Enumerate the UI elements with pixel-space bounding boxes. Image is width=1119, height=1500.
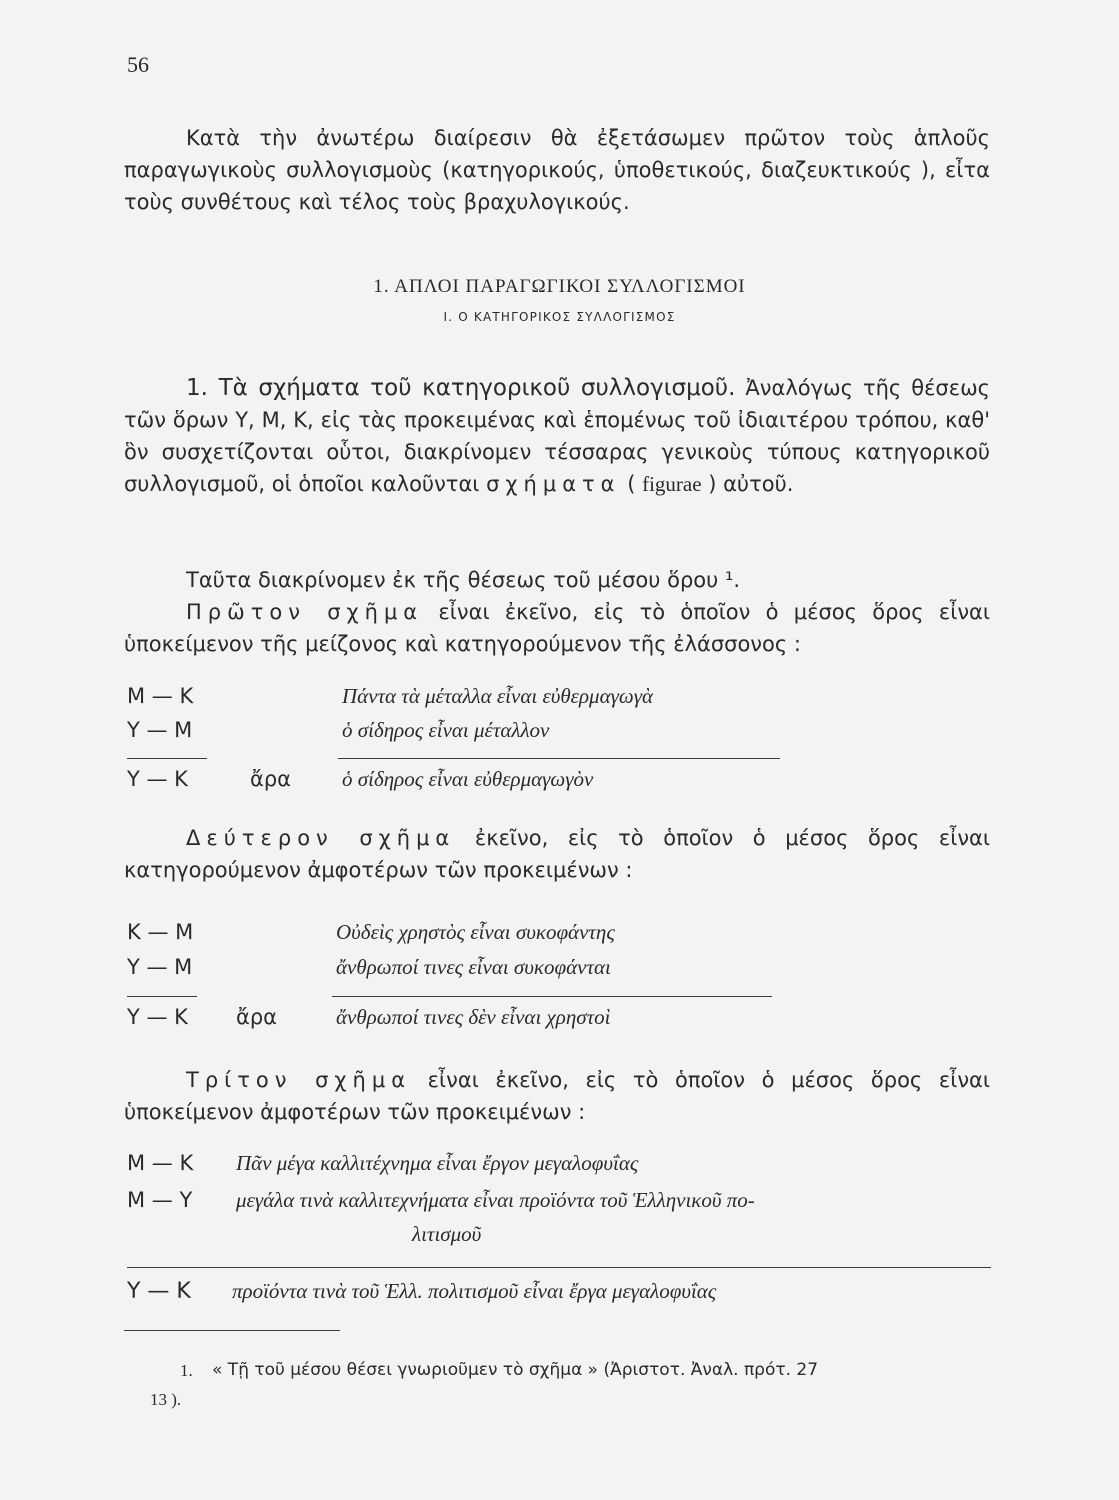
fig3-label-2: Μ — Υ bbox=[127, 1188, 193, 1212]
fig2-premise-1: Οὐδεὶς χρηστὸς εἶναι συκοφάντης bbox=[336, 920, 615, 944]
second-figure-name: Δεύτερον σχῆμα bbox=[186, 826, 456, 850]
fig1-label-rule bbox=[127, 758, 207, 759]
fig1-premise-1: Πάντα τὰ μέταλλα εἶναι εὐθερμαγωγὰ bbox=[342, 684, 653, 708]
middle-term-text: Ταῦτα διακρίνομεν ἐκ τῆς θέσεως τοῦ μέσου ὅρου ¹. bbox=[186, 568, 741, 592]
paragraph-heading: 1. Τὰ σχήματα τοῦ κατηγορικοῦ συλλογισμοῦ. bbox=[186, 375, 736, 401]
first-figure-desc: εἶναι ἐκεῖνο, εἰς τὸ ὁποῖον ὁ μέσος ὅρος εἶναι ὑποκείμενον τῆς μείζονος καὶ κατηγορούμενον τῆς ἐλάσσονος : bbox=[124, 600, 990, 656]
fig1-premise-2: ὁ σίδηρος εἶναι μέταλλον bbox=[342, 718, 550, 742]
footnote-rule bbox=[124, 1330, 340, 1331]
fig2-label-1: Κ — Μ bbox=[127, 920, 194, 944]
spaced-term: σχήματα bbox=[486, 472, 621, 496]
paragraph-end: ) αὐτοῦ. bbox=[701, 472, 794, 496]
fig3-rule bbox=[127, 1267, 991, 1268]
paragraph-text: Ἀναλόγως τῆς θέσεως τῶν ὅρων Υ, Μ, Κ, εἰς τὰς προκειμένας καὶ ἑπομένως τοῦ ἰδιαιτέρου τρόπου, καθ' ὃν συσχετίζονται οὗτοι, διακρίνομεν τέσσαρας γενικοὺς τύπους κατηγορικοῦ συλλογισμοῦ, οἱ ὁποῖοι καλοῦνται bbox=[124, 376, 990, 496]
fig1-label-2: Υ — Μ bbox=[127, 718, 193, 742]
third-figure-paragraph bbox=[124, 1064, 990, 1128]
fig3-premise-1: Πᾶν μέγα καλλιτέχνημα εἶναι ἔργον μεγαλοφυΐας bbox=[236, 1151, 639, 1175]
fig2-ara: ἄρα bbox=[236, 1005, 278, 1029]
fig2-label-2: Υ — Μ bbox=[127, 955, 193, 979]
page-number: 56 bbox=[127, 52, 149, 77]
intro-text: Κατὰ τὴν ἀνωτέρω διαίρεσιν θὰ ἐξετάσωμεν πρῶτον τοὺς ἁπλοῦς παραγωγικοὺς συλλογισμοὺς (κατηγορικούς, ὑποθετικούς, διαζευκτικούς ), εἶτα τοὺς συνθέτους καὶ τέλος τοὺς βραχυλογικούς. bbox=[124, 126, 990, 214]
figures-paragraph bbox=[124, 372, 990, 500]
subsection-title: Ι. Ο ΚΑΤΗΓΟΡΙΚΟΣ ΣΥΛΛΟΓΙΣΜΟΣ bbox=[443, 310, 676, 324]
second-figure-paragraph bbox=[124, 822, 990, 886]
fig1-ara: ἄρα bbox=[250, 767, 292, 791]
paren-open: ( bbox=[620, 472, 643, 496]
fig2-premise-2: ἄνθρωποί τινες εἶναι συκοφάνται bbox=[336, 955, 611, 979]
fig3-premise-2: μεγάλα τινὰ καλλιτεχνήματα εἶναι προϊόντα τοῦ Ἑλληνικοῦ πο- bbox=[236, 1188, 755, 1212]
intro-paragraph bbox=[124, 122, 990, 218]
first-figure-paragraph bbox=[124, 596, 990, 660]
fig2-conclusion: ἄνθρωποί τινες δὲν εἶναι χρηστοὶ bbox=[336, 1005, 611, 1029]
fig1-concl-label: Υ — Κ bbox=[127, 767, 188, 791]
fig2-concl-label: Υ — Κ bbox=[127, 1005, 188, 1029]
section-title: 1. ΑΠΛΟΙ ΠΑΡΑΓΩΓΙΚΟΙ ΣΥΛΛΟΓΙΣΜΟΙ bbox=[373, 276, 746, 297]
third-figure-desc: εἶναι ἐκεῖνο, εἰς τὸ ὁποῖον ὁ μέσος ὅρος εἶναι ὑποκείμενον ἀμφοτέρων τῶν προκειμένων : bbox=[124, 1068, 990, 1124]
fig3-label-1: Μ — Κ bbox=[127, 1151, 194, 1175]
second-figure-desc: ἐκεῖνο, εἰς τὸ ὁποῖον ὁ μέσος ὅρος εἶναι κατηγορούμενον ἀμφοτέρων τῶν προκειμένων : bbox=[124, 826, 990, 882]
fig3-premise-2-cont: λιτισμοῦ bbox=[412, 1222, 482, 1246]
fig2-rule bbox=[332, 996, 772, 997]
latin-term: figurae bbox=[642, 472, 702, 496]
footnote-continuation: 13 ). bbox=[150, 1390, 182, 1409]
fig1-conclusion: ὁ σίδηρος εἶναι εὐθερμαγωγὸν bbox=[342, 767, 594, 791]
footnote-text: « Τῇ τοῦ μέσου θέσει γνωριοῦμεν τὸ σχῆμα » (Ἀριστοτ. Ἀναλ. πρότ. 27 bbox=[212, 1360, 819, 1380]
third-figure-name: Τρίτον σχῆμα bbox=[186, 1068, 412, 1092]
fig2-label-rule bbox=[127, 996, 197, 997]
fig3-conclusion: προϊόντα τινὰ τοῦ Ἑλλ. πολιτισμοῦ εἶναι ἔργα μεγαλοφυΐας bbox=[232, 1279, 717, 1303]
footnote-number: 1. bbox=[180, 1361, 193, 1380]
first-figure-name: Πρῶτον σχῆμα bbox=[186, 600, 424, 624]
fig1-rule bbox=[338, 758, 780, 759]
middle-term-paragraph bbox=[124, 564, 990, 596]
fig1-label-1: Μ — Κ bbox=[127, 684, 194, 708]
fig3-concl-label: Υ — Κ bbox=[127, 1279, 191, 1304]
